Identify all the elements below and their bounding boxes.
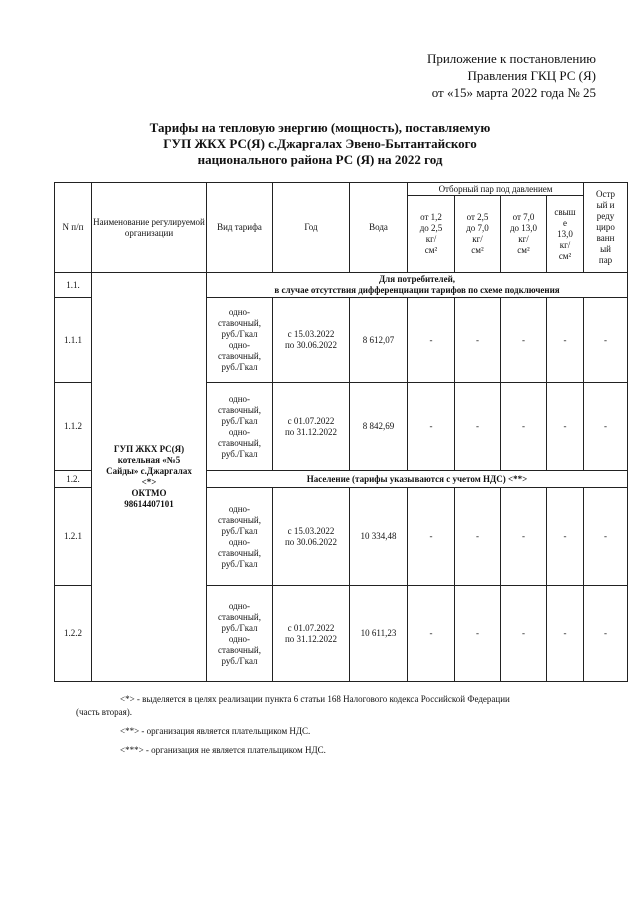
row-live-steam: - [584, 488, 628, 586]
footnote-2: <**> - организация является плательщиком НДС. [120, 726, 311, 736]
col-header-tariff-type: Вид тарифа [207, 183, 273, 273]
row-water: 10 611,23 [350, 586, 408, 682]
col-header-steam-4: свыш е 13,0 кг/ см² [547, 196, 584, 273]
row-period: с 15.03.2022 по 30.06.2022 [273, 488, 350, 586]
col-header-water: Вода [350, 183, 408, 273]
row-water: 10 334,48 [350, 488, 408, 586]
row-tariff-type: одно- ставочный, руб./Гкал одно- ставочный, руб./Гкал [207, 488, 273, 586]
row-period: с 01.07.2022 по 31.12.2022 [273, 586, 350, 682]
row-steam-4: - [547, 586, 584, 682]
document-header [427, 50, 596, 101]
title-line-1: Тарифы на тепловую энергию (мощность), поставляемую [149, 120, 491, 135]
row-steam-2: - [455, 586, 501, 682]
section-label: Население (тарифы указываются с учетом НДС) <**> [207, 471, 628, 488]
col-header-steam-3: от 7,0 до 13,0 кг/ см² [501, 196, 547, 273]
section-label: Для потребителей, в случае отсутствия дифференциации тарифов по схеме подключения [207, 273, 628, 298]
row-num: 1.2.1 [55, 488, 92, 586]
row-steam-4: - [547, 488, 584, 586]
row-water: 8 612,07 [350, 298, 408, 383]
row-steam-3: - [501, 383, 547, 471]
footnotes [76, 693, 606, 763]
row-num: 1.1.1 [55, 298, 92, 383]
tariff-table [54, 182, 628, 682]
row-num: 1.2.2 [55, 586, 92, 682]
row-steam-1: - [408, 298, 455, 383]
col-header-steam-group: Отборный пар под давлением [408, 183, 584, 196]
row-steam-4: - [547, 383, 584, 471]
col-header-live-steam: Остр ый и реду циро ванн ый пар [584, 183, 628, 273]
header-line-1: Приложение к постановлению [426, 51, 596, 66]
header-line-2: Правления ГКЦ РС (Я) [467, 68, 596, 83]
row-tariff-type: одно- ставочный, руб./Гкал одно- ставочный, руб./Гкал [207, 298, 273, 383]
col-header-org: Наименование регулируемой организации [92, 183, 207, 273]
document-title [0, 120, 640, 168]
col-header-num: N п/п [55, 183, 92, 273]
title-line-2: ГУП ЖКХ РС(Я) с.Джаргалах Эвено-Бытантайского [163, 136, 477, 151]
row-live-steam: - [584, 586, 628, 682]
footnote-3: <***> - организация не является плательщиком НДС. [120, 745, 326, 755]
row-steam-3: - [501, 298, 547, 383]
title-line-3: национального района РС (Я) на 2022 год [197, 152, 443, 167]
row-live-steam: - [584, 298, 628, 383]
row-tariff-type: одно- ставочный, руб./Гкал одно- ставочный, руб./Гкал [207, 586, 273, 682]
row-steam-3: - [501, 586, 547, 682]
section-num: 1.2. [55, 471, 92, 488]
footnote-1: <*> - выделяется в целях реализации пункта 6 статьи 168 Налогового кодекса Российской Федерации (часть вторая). [76, 694, 510, 717]
col-header-steam-1: от 1,2 до 2,5 кг/ см² [408, 196, 455, 273]
col-header-steam-2: от 2,5 до 7,0 кг/ см² [455, 196, 501, 273]
row-steam-1: - [408, 586, 455, 682]
row-period: с 01.07.2022 по 31.12.2022 [273, 383, 350, 471]
section-num: 1.1. [55, 273, 92, 298]
row-steam-2: - [455, 383, 501, 471]
row-steam-2: - [455, 488, 501, 586]
row-steam-1: - [408, 488, 455, 586]
col-header-year: Год [273, 183, 350, 273]
organization-cell: ГУП ЖКХ РС(Я) котельная «№5 Сайды» с.Джаргалах <*> ОКТМО 98614407101 [92, 273, 207, 682]
header-line-3: от «15» марта 2022 года № 25 [431, 85, 596, 100]
row-water: 8 842,69 [350, 383, 408, 471]
row-num: 1.1.2 [55, 383, 92, 471]
row-live-steam: - [584, 383, 628, 471]
row-period: с 15.03.2022 по 30.06.2022 [273, 298, 350, 383]
row-steam-1: - [408, 383, 455, 471]
row-steam-3: - [501, 488, 547, 586]
row-steam-2: - [455, 298, 501, 383]
row-steam-4: - [547, 298, 584, 383]
row-tariff-type: одно- ставочный, руб./Гкал одно- ставочный, руб./Гкал [207, 383, 273, 471]
